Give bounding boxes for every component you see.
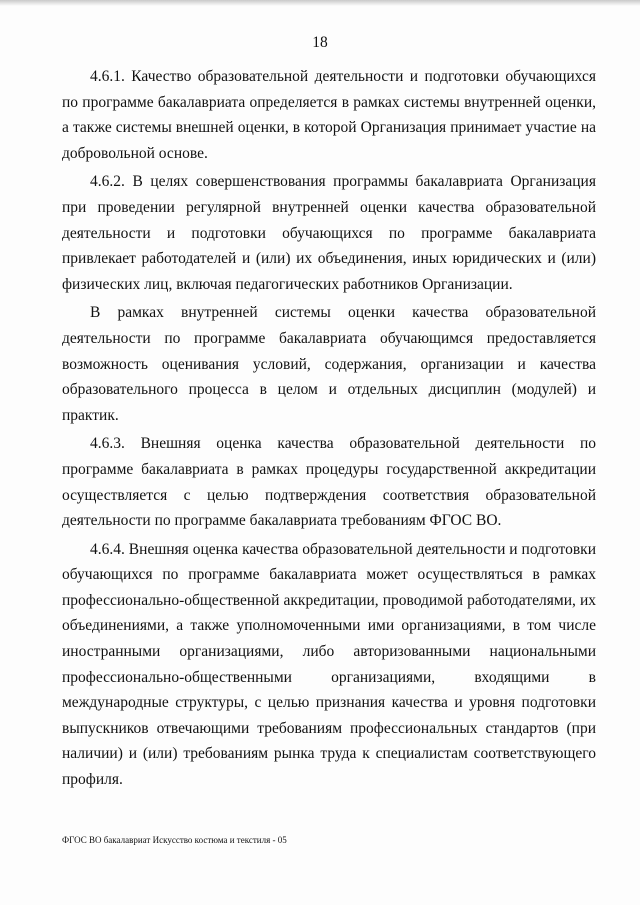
paragraph-4-6-4: 4.6.4. Внешняя оценка качества образовательной деятельности и подготовки обучающихся по программе бакалавриата может осуществляться в рамках профессионально-общественной аккредитации, проводимой работодателями, их объединениями, а также уполномоченными ими организациями, в том числе иностранными организациями, либо авторизованными национальными профессионально-общественными организациями, входящими в международные структуры, с целью признания качества и уровня подготовки выпускников отвечающими требованиям профессиональных стандартов (при наличии) и (или) требованиям рынка труда к специалистам соответствующего профиля. [62,540,596,789]
page-footer: ФГОС ВО бакалавриат Искусство костюма и текстиля - 05 [62,835,287,845]
paragraph-4-6-2: 4.6.2. В целях совершенствования программы бакалавриата Организация при проведении регулярной внутренней оценки качества образовательной деятельности и подготовки обучающихся по программе бакалавриата привлекает работодателей и (или) их объединения, иных юридических и (или) физических лиц, включая педагогических работников Организации. [62,173,596,293]
paragraph-internal-assessment: В рамках внутренней системы оценки качества образовательной деятельности по программе бакалавриата обучающимся предоставляется возможность оценивания условий, содержания, организации и качества образовательного процесса в целом и отдельных дисциплин (модулей) и практик. [62,304,596,424]
paragraph-4-6-1: 4.6.1. Качество образовательной деятельности и подготовки обучающихся по программе бакалавриата определяется в рамках системы внутренней оценки, а также системы внешней оценки, в которой Организация принимает участие на добровольной основе. [62,68,596,162]
scan-edge [0,0,640,6]
page-number: 18 [312,34,328,51]
document-body [62,64,596,796]
paragraph-4-6-3: 4.6.3. Внешняя оценка качества образовательной деятельности по программе бакалавриата в рамках процедуры государственной аккредитации осуществляется с целью подтверждения соответствия образовательной деятельности по программе бакалавриата требованиям ФГОС ВО. [62,435,596,530]
